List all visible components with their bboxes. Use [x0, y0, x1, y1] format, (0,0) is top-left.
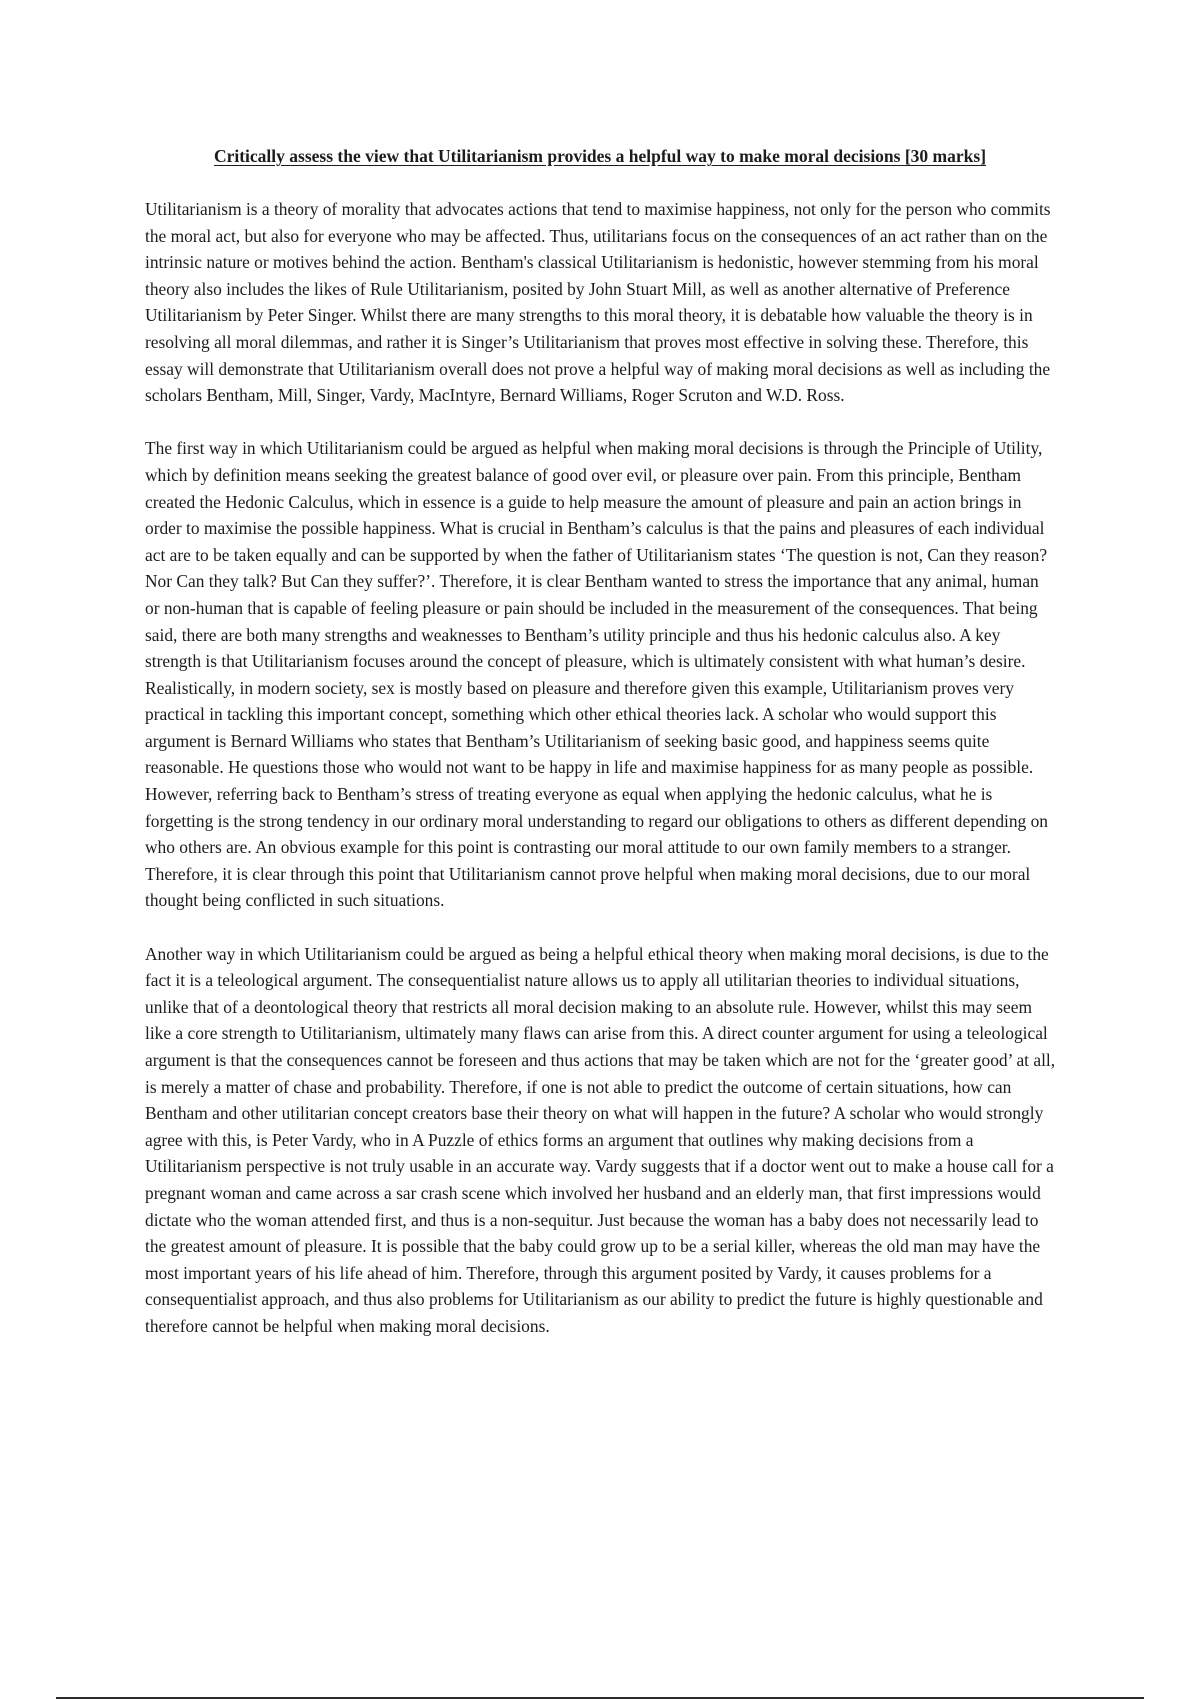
essay-title: Critically assess the view that Utilitarianism provides a helpful way to make moral decisions [30 marks]	[213, 146, 987, 166]
paragraph-principle-of-utility: The first way in which Utilitarianism could be argued as helpful when making moral decisions is through the Principle of Utility, which by definition means seeking the greatest balance of good over evil, or pleasure over pain. From this principle, Bentham created the Hedonic Calculus, which in essence is a guide to help measure the amount of pleasure and pain an action brings in order to maximise the possible happiness. What is crucial in Bentham’s calculus is that the pains and pleasures of each individual act are to be taken equally and can be supported by when the father of Utilitarianism states ‘The question is not, Can they reason? Nor Can they talk? But Can they suffer?’. Therefore, it is clear Bentham wanted to stress the importance that any animal, human or non-human that is capable of feeling pleasure or pain should be included in the measurement of the consequences. That being said, there are both many strengths and weaknesses to Bentham’s utility principle and thus his hedonic calculus also. A key strength is that Utilitarianism focuses around the concept of pleasure, which is ultimately consistent with what human’s desire. Realistically, in modern society, sex is mostly based on pleasure and therefore given this example, Utilitarianism proves very practical in tackling this important concept, something which other ethical theories lack. A scholar who would support this argument is Bernard Williams who states that Bentham’s Utilitarianism of seeking basic good, and happiness seems quite reasonable. He questions those who would not want to be happy in life and maximise happiness for as many people as possible. However, referring back to Bentham’s stress of treating everyone as equal when applying the hedonic calculus, what he is forgetting is the strong tendency in our ordinary moral understanding to regard our obligations to others as different depending on who others are. An obvious example for this point is contrasting our moral attitude to our own family members to a stranger. Therefore, it is clear through this point that Utilitarianism cannot prove helpful when making moral decisions, due to our moral thought being conflicted in such situations.	[145, 438, 1048, 911]
paragraph-introduction: Utilitarianism is a theory of morality that advocates actions that tend to maximise happiness, not only for the person who commits the moral act, but also for everyone who may be affected. Thus, utilitarians focus on the consequences of an act rather than on the intrinsic nature or motives behind the action. Bentham's classical Utilitarianism is hedonistic, however stemming from his moral theory also includes the likes of Rule Utilitarianism, posited by John Stuart Mill, as well as another alternative of Preference Utilitarianism by Peter Singer. Whilst there are many strengths to this moral theory, it is debatable how valuable the theory is in resolving all moral dilemmas, and rather it is Singer’s Utilitarianism that proves most effective in solving these. Therefore, this essay will demonstrate that Utilitarianism overall does not prove a helpful way of making moral decisions as well as including the scholars Bentham, Mill, Singer, Vardy, MacIntyre, Bernard Williams, Roger Scruton and W.D. Ross.	[145, 199, 1051, 406]
page-bottom-divider	[56, 1697, 1144, 1699]
paragraph-teleological-argument: Another way in which Utilitarianism could be argued as being a helpful ethical theory when making moral decisions, is due to the fact it is a teleological argument. The consequentialist nature allows us to apply all utilitarian theories to individual situations, unlike that of a deontological theory that restricts all moral decision making to an absolute rule. However, whilst this may seem like a core strength to Utilitarianism, ultimately many flaws can arise from this. A direct counter argument for using a teleological argument is that the consequences cannot be foreseen and thus actions that may be taken which are not for the ‘greater good’ at all, is merely a matter of chase and probability. Therefore, if one is not able to predict the outcome of certain situations, how can Bentham and other utilitarian concept creators base their theory on what will happen in the future? A scholar who would strongly agree with this, is Peter Vardy, who in A Puzzle of ethics forms an argument that outlines why making decisions from a Utilitarianism perspective is not truly usable in an accurate way. Vardy suggests that if a doctor went out to make a house call for a pregnant woman and came across a sar crash scene which involved her husband and an elderly man, that first impressions would dictate who the woman attended first, and thus is a non-sequitur. Just because the woman has a baby does not necessarily lead to the greatest amount of pleasure. It is possible that the baby could grow up to be a serial killer, whereas the old man may have the most important years of his life ahead of him. Therefore, through this argument posited by Vardy, it causes problems for a consequentialist approach, and thus also problems for Utilitarianism as our ability to predict the future is highly questionable and therefore cannot be helpful when making moral decisions.	[145, 943, 1056, 1336]
essay-body	[145, 196, 1057, 1366]
